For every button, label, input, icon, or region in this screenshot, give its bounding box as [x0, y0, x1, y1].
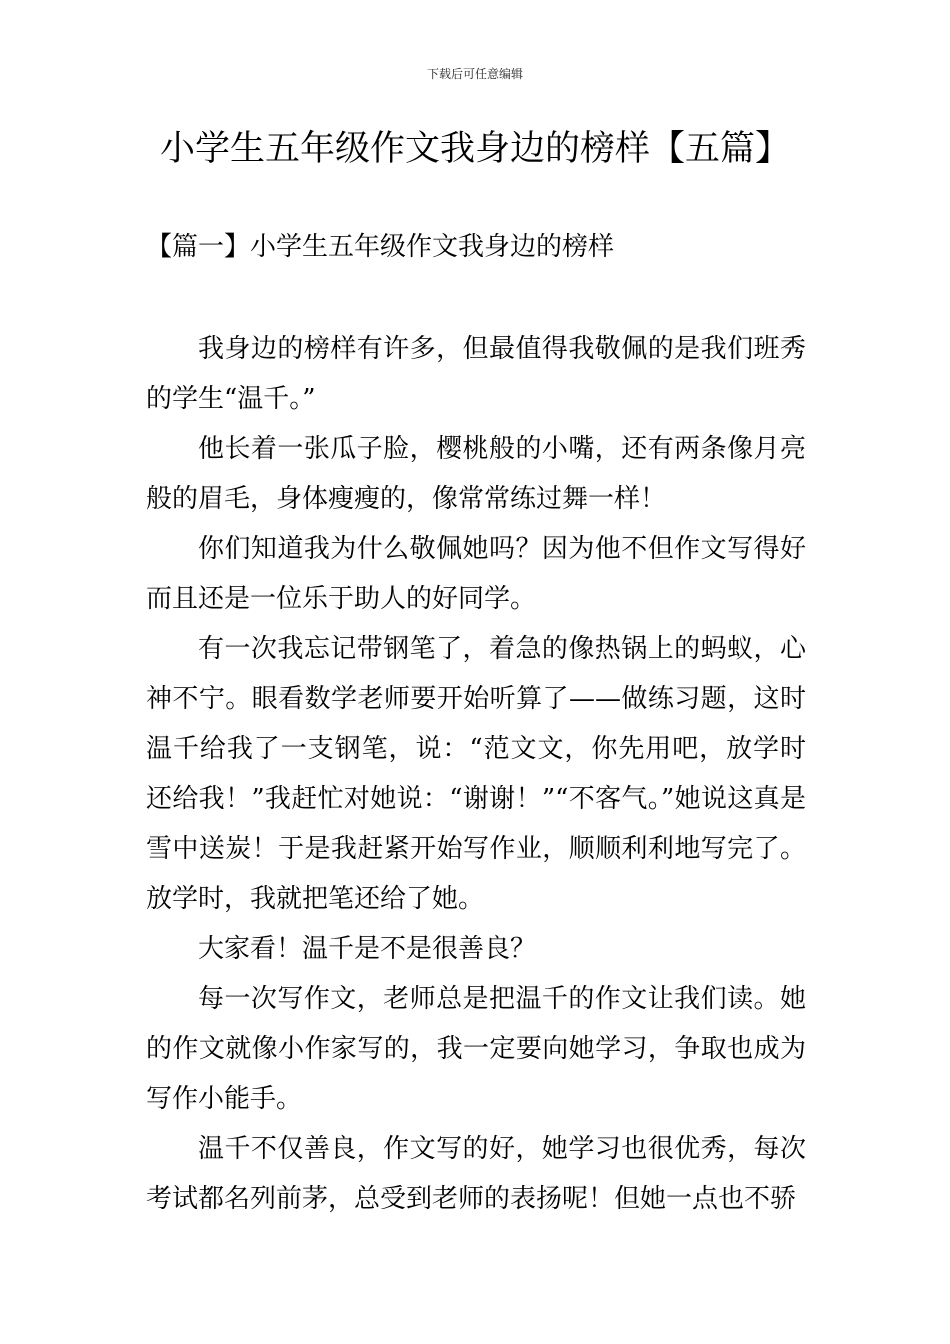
header-note: 下载后可任意编辑 [426, 67, 523, 81]
section-heading: 【篇一】小学生五年级作文我身边的榜样 [146, 232, 615, 262]
paragraph: 温千不仅善良，作文写的好，她学习也很优秀，每次考试都名列前茅，总受到老师的表扬呢！但她一点也不骄 [146, 1134, 806, 1214]
paragraph: 大家看！温千是不是很善良？ [198, 934, 537, 964]
paragraph: 有一次我忘记带钢笔了，着急的像热锅上的蚂蚁，心神不宁。眼看数学老师要开始听算了——做练习题，这时温千给我了一支钢笔，说：“范文文，你先用吧，放学时还给我！”我赶忙对她说：“谢谢！”“不客气。”她说这真是雪中送炭！于是我赶紧开始写作业，顺顺利利地写完了。放学时，我就把笔还给了她。 [146, 634, 806, 914]
paragraph: 每一次写作文，老师总是把温千的作文让我们读。她的作文就像小作家写的，我一定要向她学习，争取也成为写作小能手。 [146, 984, 806, 1114]
article-body [146, 324, 806, 1224]
document-title: 小学生五年级作文我身边的榜样【五篇】 [159, 129, 790, 169]
paragraph: 他长着一张瓜子脸，樱桃般的小嘴，还有两条像月亮般的眉毛，身体瘦瘦的，像常常练过舞一样！ [146, 434, 806, 514]
paragraph: 我身边的榜样有许多，但最值得我敬佩的是我们班秀的学生“温千。” [146, 334, 806, 414]
paragraph: 你们知道我为什么敬佩她吗？因为他不但作文写得好而且还是一位乐于助人的好同学。 [146, 534, 806, 614]
